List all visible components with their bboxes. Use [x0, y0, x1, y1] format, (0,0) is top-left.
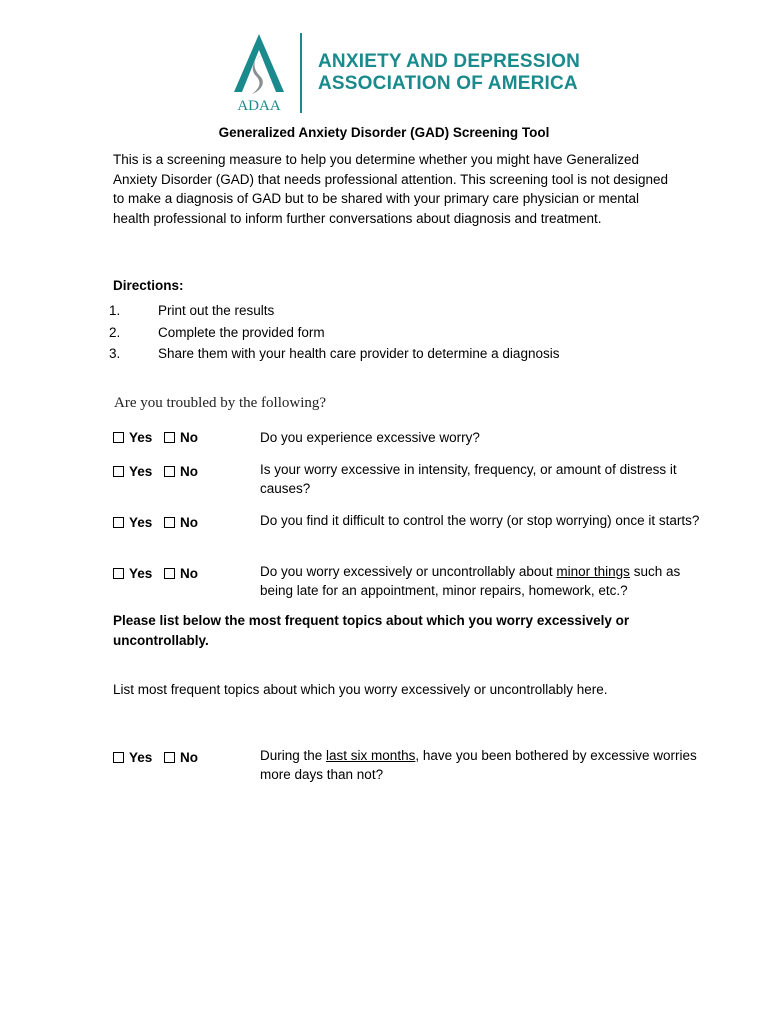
- direction-number: 1.: [109, 303, 121, 318]
- no-label: No: [180, 464, 198, 479]
- document-title: Generalized Anxiety Disorder (GAD) Screening Tool: [218, 125, 550, 140]
- direction-item: [109, 325, 325, 340]
- yes-checkbox[interactable]: [113, 752, 124, 763]
- intro-paragraph: This is a screening measure to help you determine whether you might have Generalized Anxiety Disorder (GAD) that needs professional attention. This screening tool is not designed to make a diagnosis of GAD but to be shared with your primary care physician or mental health professional to inform further conversations about diagnosis and treatment.: [113, 152, 669, 226]
- direction-item: [109, 346, 559, 361]
- direction-text: Print out the results: [158, 303, 275, 318]
- question-text-end: , have you been bothered by excessive worries more days than not?: [260, 748, 697, 782]
- adaa-logo-icon: [226, 32, 292, 114]
- organization-name: [318, 51, 580, 95]
- question-text: Is your worry excessive in intensity, frequency, or amount of distress it causes?: [260, 462, 677, 496]
- no-option[interactable]: [164, 748, 198, 767]
- emphasis-minor-things: minor things: [556, 564, 630, 579]
- no-option[interactable]: [164, 564, 198, 583]
- no-label: No: [180, 566, 198, 581]
- yes-label: Yes: [129, 566, 153, 581]
- question-text: [260, 562, 700, 600]
- direction-number: 2.: [109, 325, 121, 340]
- yes-checkbox[interactable]: [113, 517, 124, 528]
- no-option[interactable]: [164, 513, 198, 532]
- question-text: Do you find it difficult to control the worry (or stop worrying) once it starts?: [260, 513, 700, 528]
- yes-checkbox[interactable]: [113, 466, 124, 477]
- no-option[interactable]: [164, 462, 198, 481]
- directions-heading: Directions:: [113, 278, 184, 293]
- direction-text: Complete the provided form: [158, 325, 325, 340]
- yes-option[interactable]: [113, 462, 152, 481]
- question-text-end: such as being late for an appointment, minor repairs, homework, etc.?: [260, 564, 681, 598]
- no-option[interactable]: [164, 428, 198, 447]
- yes-label: Yes: [129, 464, 153, 479]
- direction-item: [109, 303, 274, 318]
- direction-text: Share them with your health care provider to determine a diagnosis: [158, 346, 560, 361]
- no-checkbox[interactable]: [164, 517, 175, 528]
- question-text: Do you experience excessive worry?: [260, 430, 480, 445]
- no-label: No: [180, 515, 198, 530]
- yes-option[interactable]: [113, 748, 152, 767]
- no-label: No: [180, 750, 198, 765]
- direction-number: 3.: [109, 346, 121, 361]
- topics-list-field[interactable]: List most frequent topics about which you worry excessively or uncontrollably here.: [113, 682, 608, 697]
- yes-option[interactable]: [113, 513, 152, 532]
- no-checkbox[interactable]: [164, 432, 175, 443]
- yes-label: Yes: [129, 430, 153, 445]
- svg-text:ADAA: ADAA: [237, 98, 281, 114]
- yes-label: Yes: [129, 515, 153, 530]
- yes-checkbox[interactable]: [113, 568, 124, 579]
- no-checkbox[interactable]: [164, 466, 175, 477]
- question-text-start: During the: [260, 748, 327, 763]
- yes-option[interactable]: [113, 564, 152, 583]
- question-text-start: Do you worry excessively or uncontrollably about: [260, 564, 557, 579]
- emphasis-last-six-months: last six months: [326, 748, 416, 763]
- organization-name-line-2: ASSOCIATION OF AMERICA: [318, 73, 578, 94]
- no-checkbox[interactable]: [164, 752, 175, 763]
- yes-option[interactable]: [113, 428, 152, 447]
- questions-intro: Are you troubled by the following?: [114, 395, 327, 411]
- no-label: No: [180, 430, 198, 445]
- question-text: [260, 746, 700, 784]
- yes-checkbox[interactable]: [113, 432, 124, 443]
- logo-divider: [300, 33, 302, 113]
- yes-label: Yes: [129, 750, 153, 765]
- list-prompt: Please list below the most frequent topics about which you worry excessively or uncontrollably.: [113, 613, 630, 648]
- organization-name-line-1: ANXIETY AND DEPRESSION: [318, 51, 581, 72]
- no-checkbox[interactable]: [164, 568, 175, 579]
